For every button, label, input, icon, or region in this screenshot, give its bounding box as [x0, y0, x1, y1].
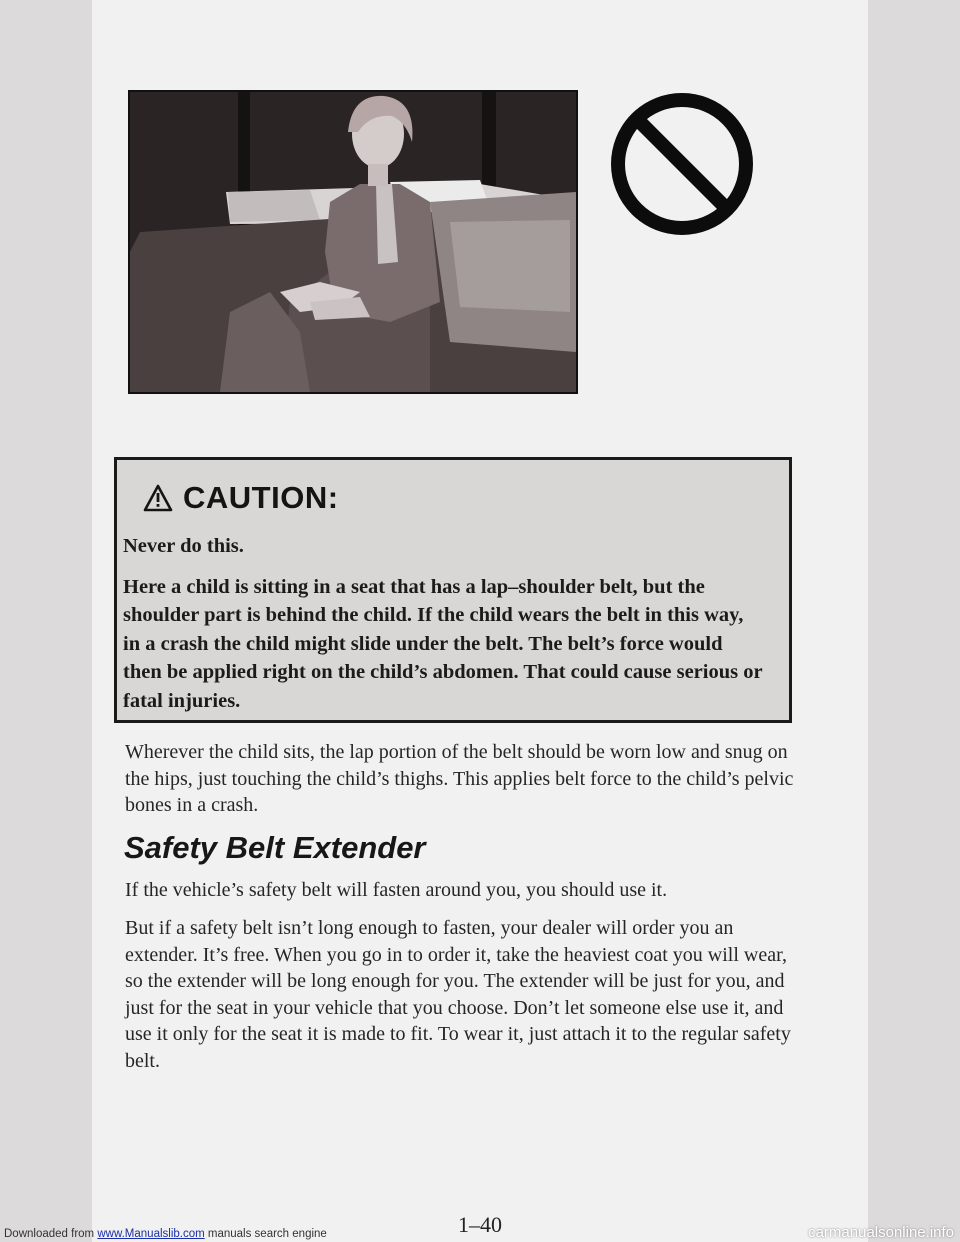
caution-body	[123, 532, 763, 715]
page-margin-left	[0, 0, 92, 1242]
illustration-drawing	[130, 92, 576, 392]
caution-header	[143, 480, 339, 516]
warning-triangle-icon	[143, 484, 173, 512]
paragraph-fasten: If the vehicle’s safety belt will fasten around you, you should use it.	[125, 879, 668, 901]
caution-box	[114, 457, 792, 723]
page-number: 1–40	[458, 1212, 502, 1237]
paragraph-lap-portion: Wherever the child sits, the lap portion of the belt should be worn low and snug on the hips, just touching the child’s thighs. This applies belt force to the child’s pelvic bones in a crash.	[125, 741, 794, 816]
download-footer: Downloaded from www.Manualslib.com manuals search engine	[4, 1228, 327, 1240]
manualslib-link[interactable]: www.Manualslib.com	[97, 1228, 205, 1240]
paragraph-extender: But if a safety belt isn’t long enough to fasten, your dealer will order you an extender. It’s free. When you go in to order it, take the heaviest coat you will wear, so the extender will be long enough for you. The extender will be just for you, and just for the seat in your vehicle that you choose. Don’t let someone else use it, and use it only for the seat it is made to fit. To wear it, just attach it to the regular safety belt.	[125, 917, 791, 1072]
caution-title: CAUTION:	[183, 480, 339, 515]
page-margin-right	[868, 0, 960, 1242]
caution-lead: Never do this.	[123, 535, 244, 557]
watermark: carmanualsonline.info	[808, 1224, 954, 1241]
child-seat-illustration	[128, 90, 578, 394]
section-heading: Safety Belt Extender	[124, 830, 426, 865]
prohibited-icon	[606, 88, 758, 240]
caution-text: Here a child is sitting in a seat that has a lap–shoulder belt, but the shoulder part is behind the child. If the child wears the belt in this way, in a crash the child might slide under the belt. The belt’s force would then be applied right on the child’s abdomen. That could cause serious or fatal injuries.	[123, 575, 763, 712]
